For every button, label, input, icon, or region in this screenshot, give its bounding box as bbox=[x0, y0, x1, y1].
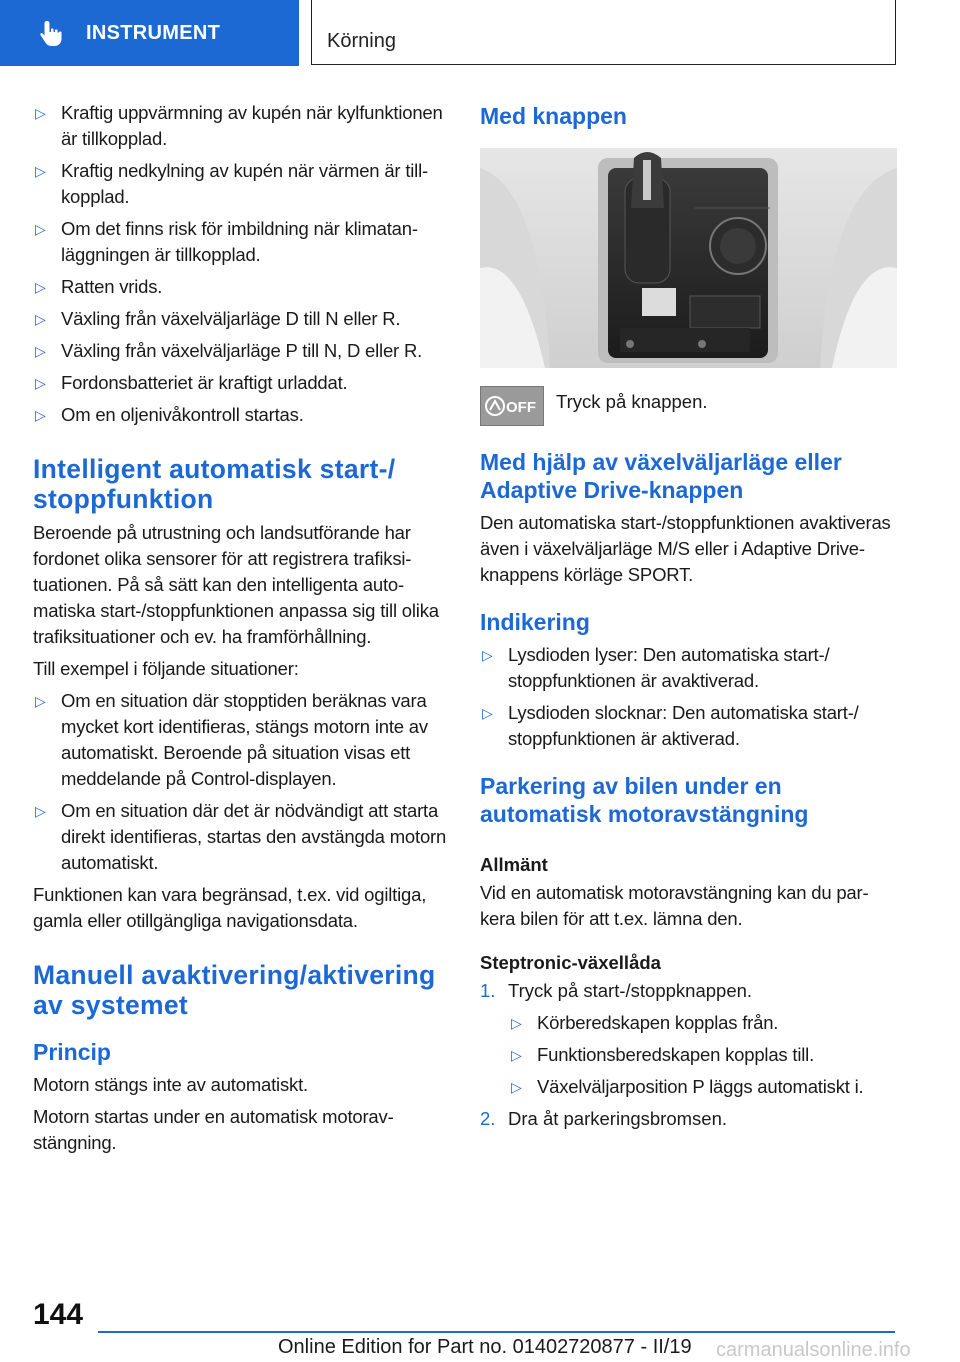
triangle-bullet-icon: ▷ bbox=[35, 407, 46, 423]
list-item: ▷ Växling från växelväljarläge D till N eller R. bbox=[33, 306, 449, 332]
princip-paragraph-2: Motorn startas under en automatisk motoravstängning. bbox=[33, 1106, 394, 1153]
triangle-bullet-icon: ▷ bbox=[482, 705, 493, 721]
triangle-bullet-icon: ▷ bbox=[35, 803, 46, 819]
triangle-bullet-icon: ▷ bbox=[511, 1047, 522, 1063]
header-tab-label: INSTRUMENT bbox=[86, 21, 221, 44]
right-column bbox=[480, 100, 897, 1138]
list-item: ▷ Körberedskapen kopplas från. bbox=[509, 1010, 897, 1036]
triangle-bullet-icon: ▷ bbox=[511, 1015, 522, 1031]
triangle-bullet-icon: ▷ bbox=[511, 1079, 522, 1095]
triangle-bullet-icon: ▷ bbox=[35, 163, 46, 179]
triangle-bullet-icon: ▷ bbox=[35, 375, 46, 391]
triangle-bullet-icon: ▷ bbox=[482, 647, 493, 663]
list-item: ▷ Lysdioden lyser: Den automatiska start-/ stoppfunktionen är avaktiverad. bbox=[482, 644, 830, 691]
list-item: ▷ Lysdioden slocknar: Den automatiska start-/ stoppfunktionen är aktiverad. bbox=[482, 702, 859, 749]
knapp-heading: Med knappen bbox=[480, 103, 627, 129]
parkering-heading: Parkering av bilen under en automatisk motoravstängning bbox=[480, 773, 809, 827]
list-item: ▷ Om en oljenivåkontroll startas. bbox=[33, 402, 449, 428]
list-item: ▷ Ratten vrids. bbox=[33, 274, 449, 300]
manual-heading: Manuell avaktivering/aktivering av systemet bbox=[33, 960, 436, 1020]
watermark: carmanualsonline.info bbox=[716, 1339, 911, 1361]
list-item: ▷ Fordonsbatteriet är kraftigt urladdat. bbox=[33, 370, 449, 396]
intelligent-paragraph: Beroende på utrustning och landsutförande har fordonet olika sensorer för att registrera trafiksituationen. På så sätt kan den intelligenta automatiska start-/stoppfunktionen anpassa sig till olika trafiksituationer och ev. ha framförhållning. bbox=[33, 522, 439, 647]
footer-divider bbox=[98, 1331, 895, 1333]
triangle-bullet-icon: ▷ bbox=[35, 693, 46, 709]
list-item: ▷ Om en situation där det är nödvändigt att starta direkt identifieras, startas den avstängda motorn automatiskt. bbox=[35, 800, 447, 873]
princip-paragraph-1: Motorn stängs inte av automatiskt. bbox=[33, 1074, 308, 1095]
examples-intro: Till exempel i följande situationer: bbox=[33, 658, 299, 679]
auto-start-stop-off-icon bbox=[480, 386, 544, 426]
press-button-text: Tryck på knappen. bbox=[556, 391, 708, 412]
indikering-heading: Indikering bbox=[480, 609, 590, 635]
page-number: 144 bbox=[33, 1298, 84, 1331]
gear-heading: Med hjälp av växelväljarläge eller Adaptive Drive-knappen bbox=[480, 449, 842, 503]
allmant-heading: Allmänt bbox=[480, 854, 548, 875]
list-item: ▷ Kraftig nedkylning av kupén när värmen är tillkopplad. bbox=[35, 160, 429, 207]
touch-hand-icon bbox=[36, 18, 66, 48]
list-item: ▷ Funktionsberedskapen kopplas till. bbox=[509, 1042, 897, 1068]
steptronic-heading: Steptronic-växellåda bbox=[480, 952, 661, 973]
center-console-photo bbox=[480, 148, 897, 368]
list-item: ▷ Växling från växelväljarläge P till N, D eller R. bbox=[33, 338, 449, 364]
header-section-box bbox=[311, 0, 896, 65]
list-item: ▷ Om en situation där stopptiden beräknas vara mycket kort identifieras, stängs motorn inte av automatiskt. Beroende på situation visas ett meddelande på Control-displayen. bbox=[35, 690, 428, 789]
list-item: ▷ Kraftig uppvärmning av kupén när kylfunktionen är tillkopplad. bbox=[35, 102, 443, 149]
svg-text:OFF: OFF bbox=[506, 399, 536, 416]
triangle-bullet-icon: ▷ bbox=[35, 105, 46, 121]
header-tab[interactable] bbox=[0, 0, 299, 66]
triangle-bullet-icon: ▷ bbox=[35, 343, 46, 359]
allmant-paragraph: Vid en automatisk motoravstängning kan du parkera bilen för att t.ex. lämna den. bbox=[480, 882, 869, 929]
step-item: 2. Dra åt parkeringsbromsen. bbox=[480, 1108, 728, 1129]
limit-paragraph: Funktionen kan vara begränsad, t.ex. vid ogiltiga, gamla eller otillgängliga navigationsdata. bbox=[33, 884, 427, 931]
list-item: ▷ Växelväljarposition P läggs automatiskt i. bbox=[509, 1074, 897, 1100]
list-item: ▷ Om det finns risk för imbildning när klimatanläggningen är tillkopplad. bbox=[35, 218, 419, 265]
section-title: Körning bbox=[327, 30, 396, 52]
left-column bbox=[33, 100, 449, 1162]
triangle-bullet-icon: ▷ bbox=[35, 221, 46, 237]
gear-paragraph: Den automatiska start-/stoppfunktionen avaktiveras även i växelväljarläge M/S eller i Adaptive Drive-knappens körläge SPORT. bbox=[480, 512, 891, 585]
princip-heading: Princip bbox=[33, 1039, 111, 1065]
intelligent-heading: Intelligent automatisk start-/ stoppfunktion bbox=[33, 454, 396, 514]
off-button-row bbox=[480, 386, 897, 426]
edition-text: Online Edition for Part no. 01402720877 - II/19 bbox=[278, 1336, 692, 1358]
triangle-bullet-icon: ▷ bbox=[35, 279, 46, 295]
triangle-bullet-icon: ▷ bbox=[35, 311, 46, 327]
step-item: 1. Tryck på start-/stoppknappen. bbox=[480, 980, 753, 1001]
